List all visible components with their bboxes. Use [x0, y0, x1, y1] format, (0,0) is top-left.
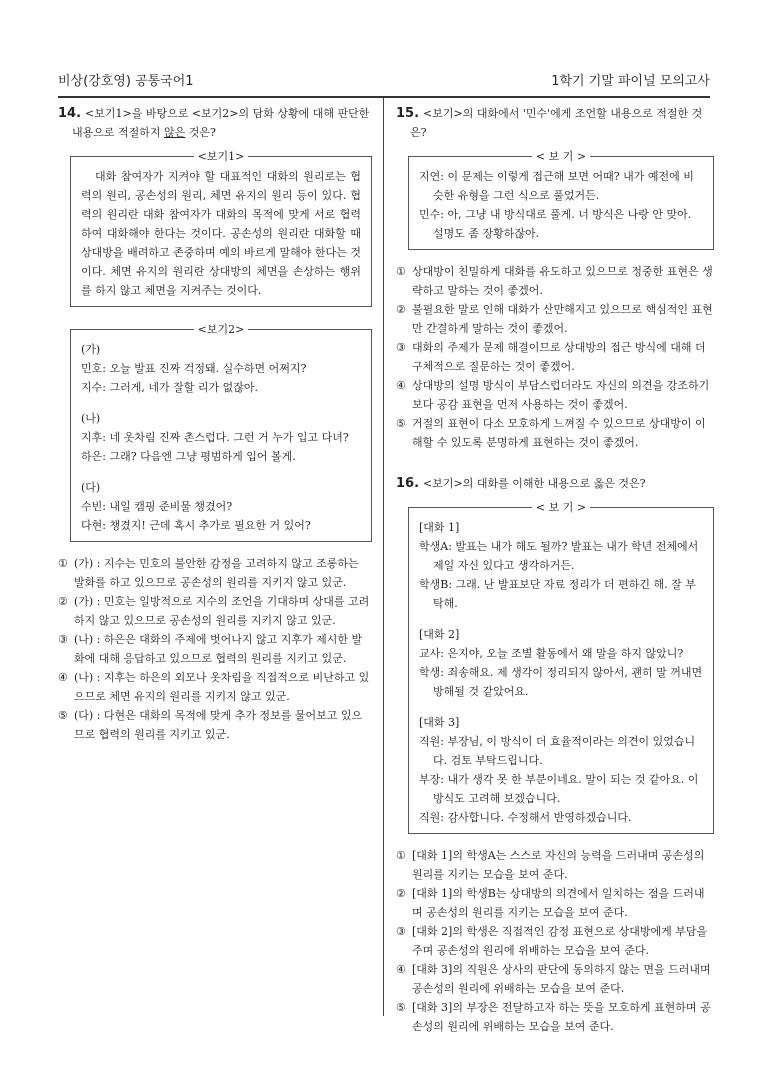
dialog-line: 직원: 감사합니다. 수정해서 반영하겠습니다.	[419, 811, 632, 824]
choices-14	[58, 554, 372, 744]
dialog-label: (나)	[81, 412, 101, 425]
choice[interactable]: ① (가) : 지수는 민호의 불안한 감정을 고려하지 않고 조롱하는 발화를 하고 있으므로 공손성의 원리를 지키지 않고 있군.	[58, 557, 359, 589]
left-column	[58, 104, 372, 744]
bogi2-box	[70, 323, 372, 542]
dialog-line: 부장: 내가 생각 못 한 부분이네요. 말이 되는 것 같아요. 이 방식도 고려해 보겠습니다.	[419, 773, 699, 805]
dialog-line: 수빈: 내일 캠핑 준비물 챙겼어?	[81, 500, 233, 513]
box-title: <보기1>	[194, 150, 249, 163]
header-right: 1학기 기말 파이널 모의고사	[551, 74, 710, 89]
choices-15	[396, 262, 714, 452]
choice[interactable]: ③ 대화의 주제가 문제 해결이므로 상대방의 접근 방식에 대해 더 구체적으로 질문하는 것이 좋겠어.	[396, 341, 706, 373]
question-number: 15.	[396, 106, 420, 121]
dialog-line: 지후: 네 옷차림 진짜 촌스럽다. 그런 거 누가 입고 다녀?	[81, 431, 349, 444]
choice[interactable]: ② (가) : 민호는 일방적으로 지수의 조언을 기대하며 상대를 고려하지 않고 있으므로 공손성의 원리를 지키지 않고 있군.	[58, 595, 370, 627]
dialog-line: 교사: 은지야, 오늘 조별 활동에서 왜 말을 하지 않았니?	[419, 647, 684, 660]
question-14: 14. <보기1>을 바탕으로 <보기2>의 담화 상황에 대해 판단한 내용으로 적절하지 않은 것은?	[58, 106, 370, 139]
dialog-label: (다)	[81, 481, 101, 494]
dialog-line: 학생: 죄송해요. 제 생각이 정리되지 않아서, 괜히 말 꺼내면 방해될 것 같았어요.	[419, 666, 703, 698]
choice[interactable]: ④ 상대방의 설명 방식이 부담스럽더라도 자신의 의견을 강조하기보다 공감 표현을 먼저 사용하는 것이 좋겠어.	[396, 379, 710, 411]
dialog-line: 지수: 그러게, 네가 잘할 리가 없잖아.	[81, 381, 258, 394]
dialog-line: 민호: 오늘 발표 진짜 걱정돼. 실수하면 어쩌지?	[81, 362, 307, 375]
dialog-label: [대화 3]	[419, 716, 460, 729]
dialog-line: 다현: 챙겼지! 근데 혹시 추가로 필요한 거 있어?	[81, 519, 311, 532]
question-15: 15. <보기>의 대화에서 '민수'에게 조언할 내용으로 적절한 것은?	[396, 106, 703, 139]
choice[interactable]: ① [대화 1]의 학생A는 스스로 자신의 능력을 드러내며 공손성의 원리를 지키는 모습을 보여 준다.	[396, 849, 705, 881]
choice[interactable]: ③ (나) : 하은은 대화의 주제에 벗어나지 않고 지후가 제시한 발화에 대해 응답하고 있으므로 협력의 원리를 지키고 있군.	[58, 633, 363, 665]
box-title: < 보 기 >	[532, 150, 590, 163]
box-title: <보기2>	[194, 323, 249, 336]
dialog-line: 민수: 아, 그냥 내 방식대로 풀게. 너 방식은 나랑 안 맞아. 설명도 좀 장황하잖아.	[419, 208, 692, 240]
bogi-box-16	[408, 501, 714, 834]
choice[interactable]: ⑤ 거절의 표현이 다소 모호하게 느껴질 수 있으므로 상대방이 이해할 수 있도록 분명하게 표현하는 것이 좋겠어.	[396, 417, 706, 449]
dialog-label: (가)	[81, 343, 101, 356]
dialog-label: [대화 1]	[419, 521, 460, 534]
choices-16	[396, 846, 714, 1036]
page-header	[58, 44, 710, 98]
dialog-line: 학생B: 그래. 난 발표보단 자료 정리가 더 편하긴 해. 잘 부탁해.	[419, 578, 696, 610]
question-number: 16.	[396, 476, 420, 491]
dialog-line: 지연: 이 문제는 이렇게 접근해 보면 어때? 내가 예전에 비슷한 유형을 그런 식으로 풀었거든.	[419, 170, 694, 202]
choice[interactable]: ⑤ (다) : 다현은 대화의 목적에 맞게 추가 정보를 물어보고 있으므로 협력의 원리를 지키고 있군.	[58, 709, 363, 741]
choice[interactable]: ② [대화 1]의 학생B는 상대방의 의견에서 일치하는 점을 드러내며 공손성의 원리를 지키는 모습을 보여 준다.	[396, 887, 705, 919]
choice[interactable]: ① 상대방이 친밀하게 대화를 유도하고 있으므로 정중한 표현은 생략하고 말하는 것이 좋겠어.	[396, 265, 713, 297]
choice[interactable]: ④ [대화 3]의 직원은 상사의 판단에 동의하지 않는 면을 드러내며 공손성의 원리에 위배하는 모습을 보여 준다.	[396, 963, 711, 995]
dialog-line: 하은: 그래? 다음엔 그냥 평범하게 입어 볼게.	[81, 450, 296, 463]
choice[interactable]: ④ (나) : 지후는 하은의 외모나 옷차림을 직접적으로 비난하고 있으므로 체면 유지의 원리를 지키지 않고 있군.	[58, 671, 370, 703]
box-title: < 보 기 >	[532, 501, 590, 514]
right-column	[396, 104, 714, 1036]
choice[interactable]: ② 불필요한 말로 인해 대화가 산만해지고 있으므로 핵심적인 표현만 간결하게 말하는 것이 좋겠어.	[396, 303, 713, 335]
choice[interactable]: ⑤ [대화 3]의 부장은 전달하고자 하는 뜻을 모호하게 표현하며 공손성의 원리에 위배하는 모습을 보여 준다.	[396, 1001, 711, 1033]
column-divider	[383, 98, 384, 1016]
question-16: 16. <보기>의 대화를 이해한 내용으로 옳은 것은?	[396, 476, 646, 491]
choice[interactable]: ③ [대화 2]의 학생은 직접적인 감정 표현으로 상대방에게 부담을 주며 공손성의 원리에 위배하는 모습을 보여 준다.	[396, 925, 708, 957]
bogi1-box	[70, 150, 372, 307]
dialog-line: 직원: 부장님, 이 방식이 더 효율적이라는 의견이 있었습니다. 검토 부탁드립니다.	[419, 735, 696, 767]
bogi-box-15	[408, 150, 714, 250]
bogi1-text: 대화 참여자가 지켜야 할 대표적인 대화의 원리로는 협력의 원리, 공손성의 원리, 체면 유지의 원리 등이 있다. 협력의 원리란 대화 참여자가 대화의 목적에 맞게 서로 협력하여 대화해야 한다는 것이다. 공손성의 원리란 대화할 때 상대방을 배려하고 존중하며 예의 바르게 말해야 한다는 것이다. 체면 유지의 원리란 상대방의 체면을 손상하는 행위를 하지 않고 체면을 지켜주는 것이다.	[81, 170, 361, 297]
dialog-line: 학생A: 발표는 내가 해도 될까? 발표는 내가 학년 전체에서 제일 자신 있다고 생각하거든.	[419, 540, 699, 572]
question-number: 14.	[58, 106, 82, 121]
header-left: 비상(강호영) 공통국어1	[58, 74, 194, 89]
dialog-label: [대화 2]	[419, 628, 460, 641]
